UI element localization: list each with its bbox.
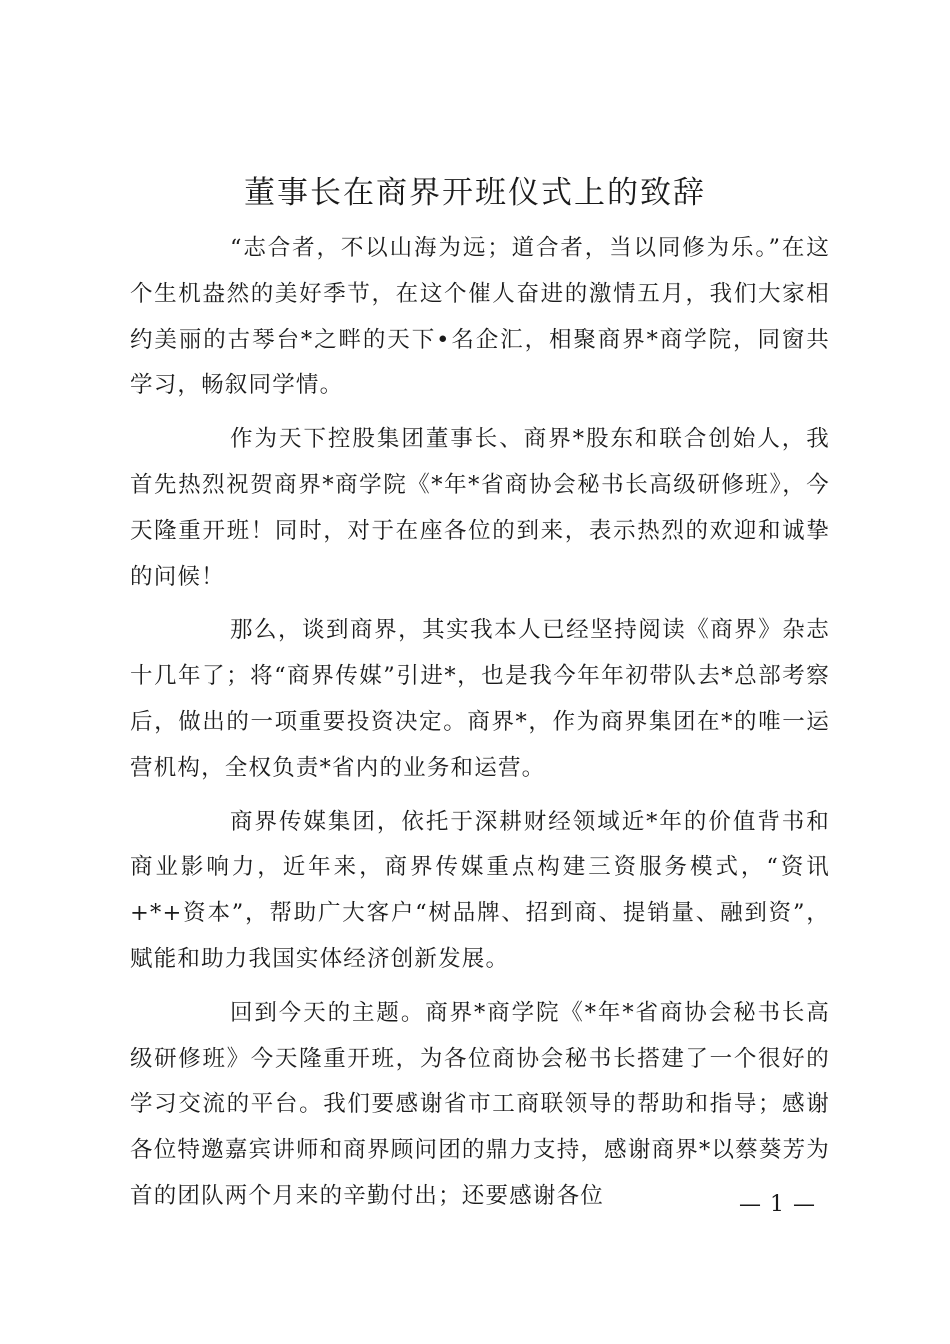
paragraph-5: 回到今天的主题。商界*商学院《*年*省商协会秘书长高级研修班》今天隆重开班，为各位商协会秘书长搭建了一个很好的学习交流的平台。我们要感谢省市工商联领导的帮助和指导；感谢各位特邀嘉宾讲师和商界顾问团的鼎力支持，感谢商界*以蔡葵芳为首的团队两个月来的辛勤付出；还要感谢各位: [130, 999, 830, 1209]
paragraph-1: “志合者，不以山海为远；道合者，当以同修为乐。”在这个生机盎然的美好季节，在这个催人奋进的激情五月，我们大家相约美丽的古琴台*之畔的天下•名企汇，相聚商界*商学院，同窗共学习，畅叙同学情。: [130, 235, 830, 399]
paragraph-4: 商界传媒集团，依托于深耕财经领域近*年的价值背书和商业影响力，近年来，商界传媒重点构建三资服务模式，“资讯+*+资本”，帮助广大客户“树品牌、招到商、提销量、融到资”，赋能和助力我国实体经济创新发展。: [130, 808, 830, 972]
paragraph-3: 那么，谈到商界，其实我本人已经坚持阅读《商界》杂志十几年了；将“商界传媒”引进*，也是我今年年初带队去*总部考察后，做出的一项重要投资决定。商界*，作为商界集团在*的唯一运营机构，全权负责*省内的业务和运营。: [130, 617, 830, 781]
document-body: [130, 226, 830, 1220]
document-title: 董事长在商界开班仪式上的致辞: [244, 175, 706, 211]
page-number: — 1 —: [739, 1192, 816, 1217]
paragraph-2: 作为天下控股集团董事长、商界*股东和联合创始人，我首先热烈祝贺商界*商学院《*年*省商协会秘书长高级研修班》，今天隆重开班！同时，对于在座各位的到来，表示热烈的欢迎和诚挚的问候！: [130, 426, 830, 590]
